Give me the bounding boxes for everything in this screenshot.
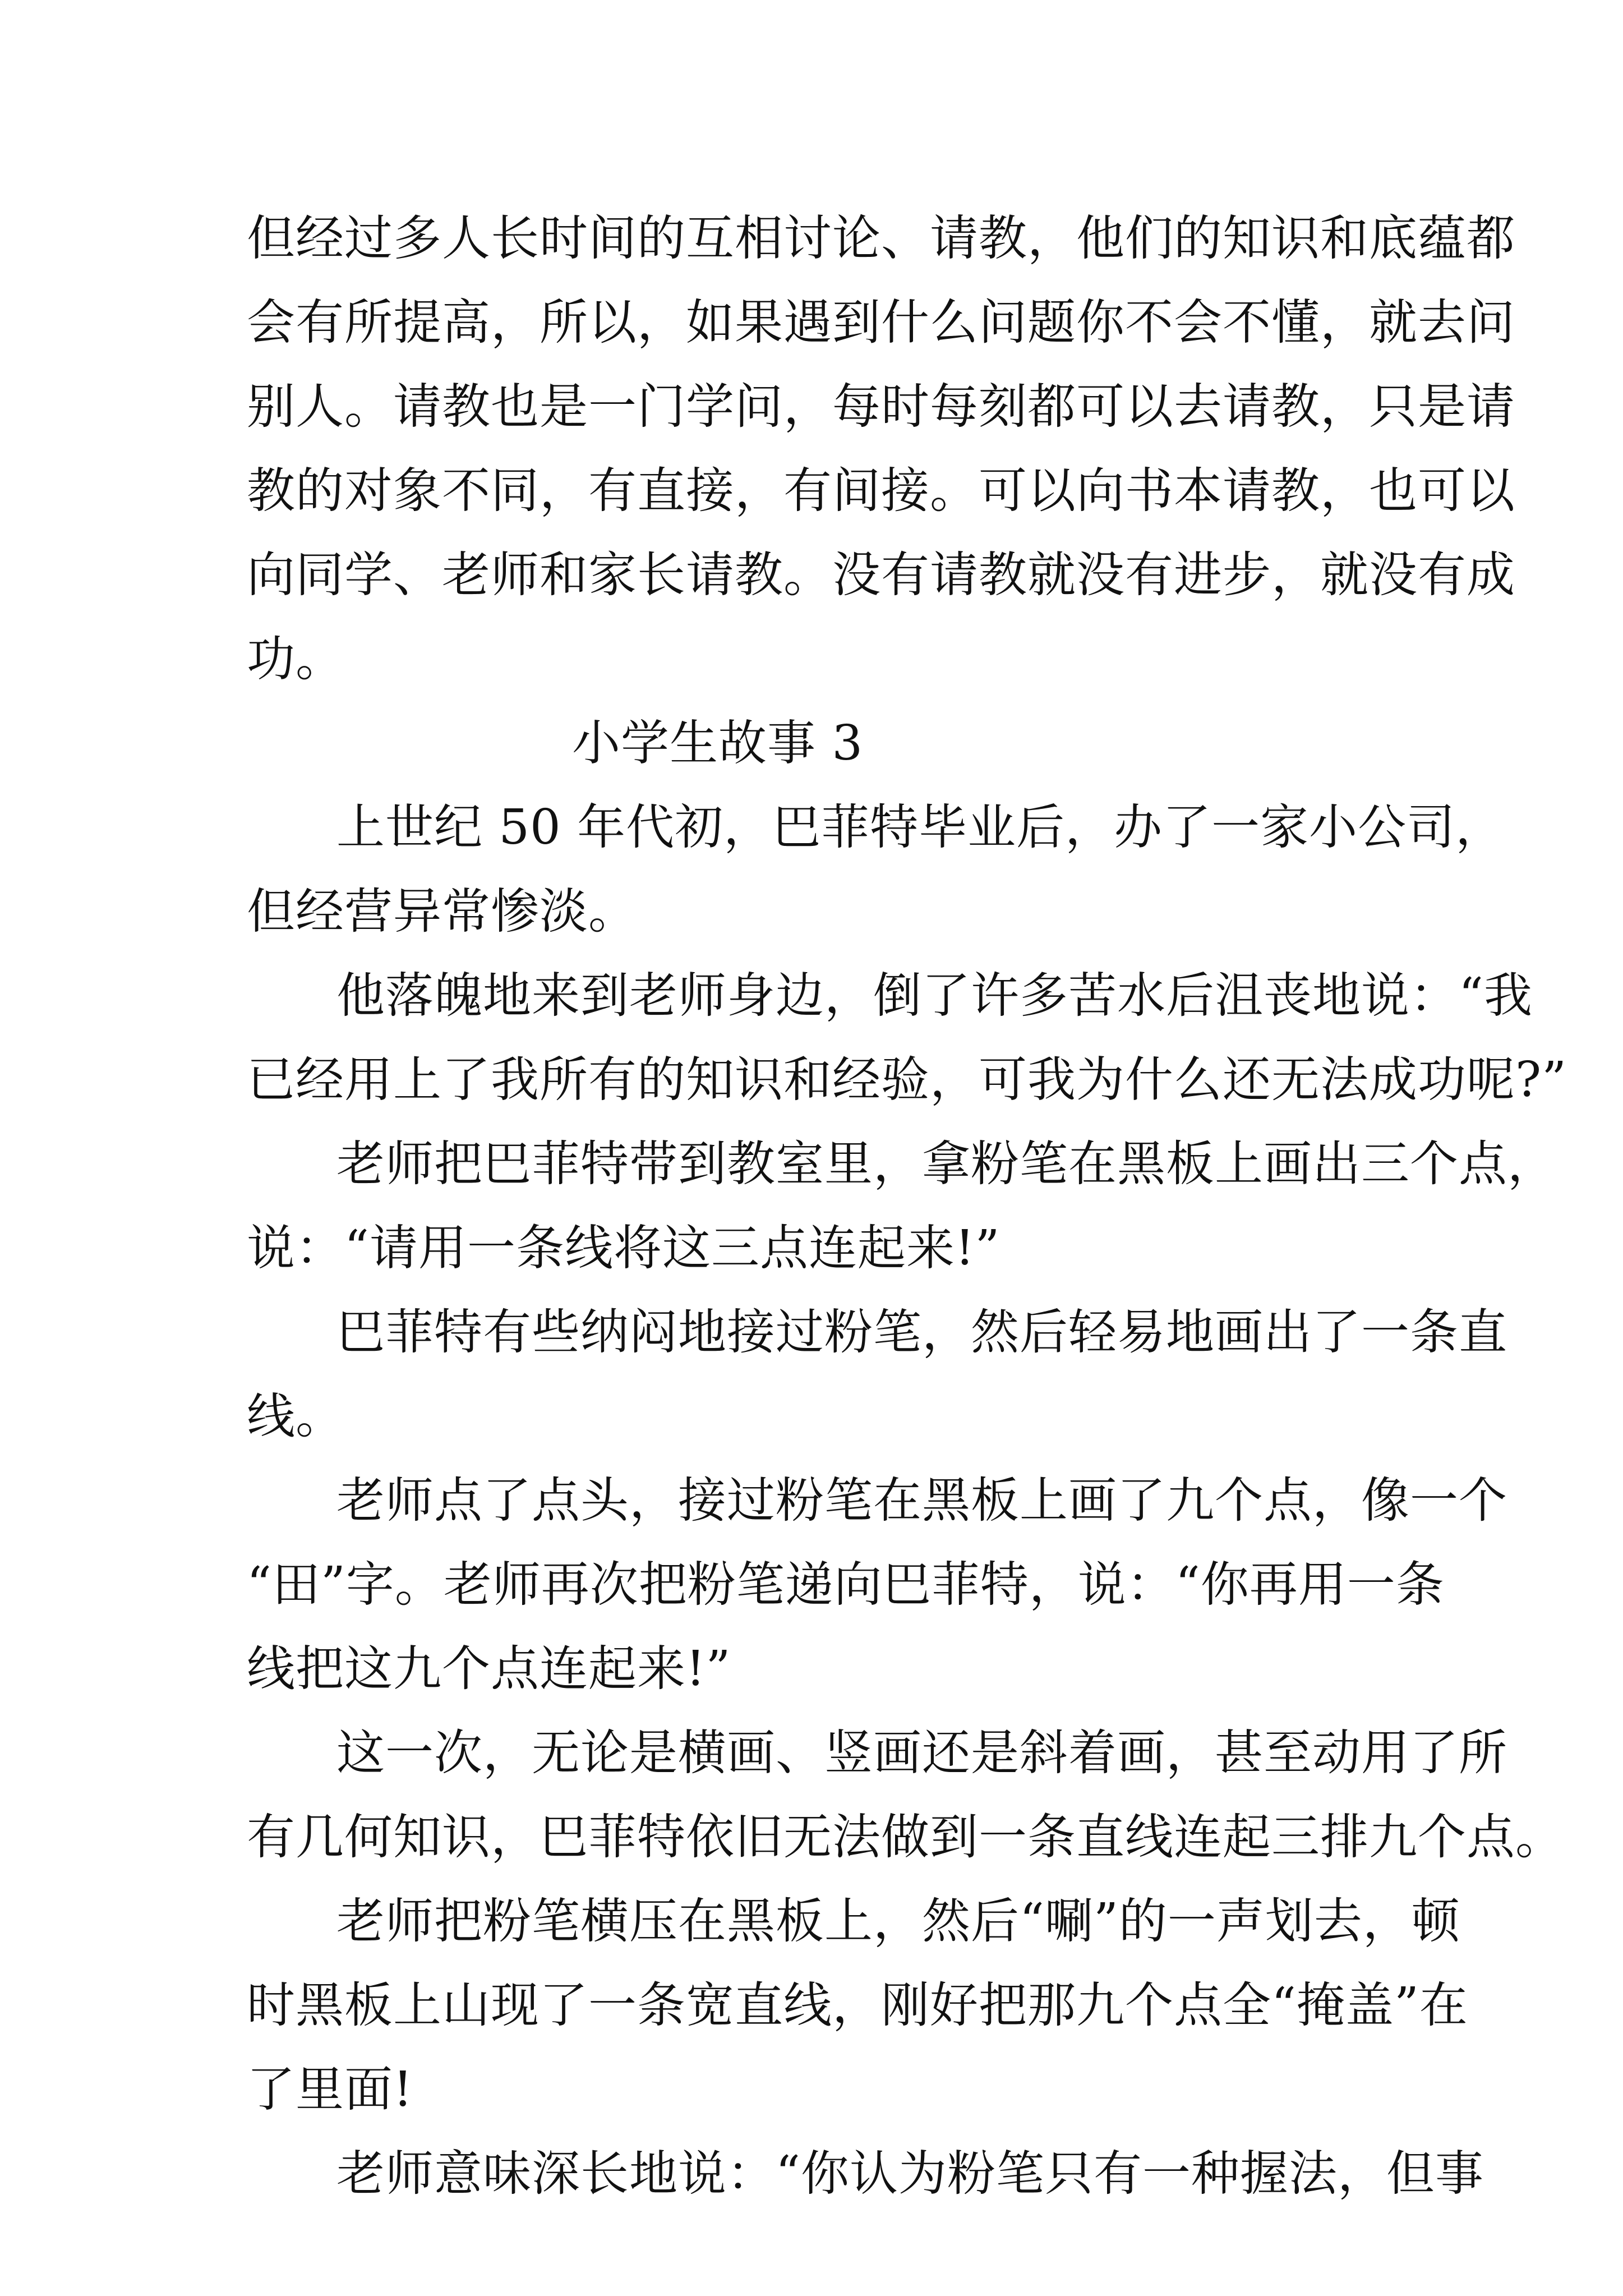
- text-line: 别人。请教也是一门学问，每时每刻都可以去请教，只是请: [247, 379, 1515, 435]
- text-line: 时黑板上山现了一条宽直线，刚好把那九个点全“掩盖”在: [247, 1977, 1468, 2033]
- text-line: “田”字。老师再次把粉笔递向巴菲特，说：“你再用一条: [247, 1557, 1445, 1613]
- text-line: 向同学、老师和家长请教。没有请教就没有进步，就没有成: [247, 547, 1515, 603]
- paragraph-first-line: 老师意味深长地说：“你认为粉笔只有一种握法，但事: [336, 2146, 1484, 2202]
- text-line: 有几何知识，巴菲特依旧无法做到一条直线连起三排九个点。: [247, 1809, 1564, 1865]
- paragraph-first-line: 他落魄地来到老师身边，倒了许多苦水后沮丧地说：“我: [336, 968, 1533, 1024]
- text-line: 但经过多人长时间的互相讨论、请教，他们的知识和底蕴都: [247, 210, 1515, 266]
- paragraph-first-line: 老师把巴菲特带到教室里，拿粉笔在黑板上画出三个点，: [336, 1136, 1556, 1192]
- text-line: 教的对象不同，有直接，有间接。可以向书本请教，也可以: [247, 463, 1515, 519]
- text-line: 了里面!: [247, 2062, 413, 2118]
- paragraph-first-line: 老师点了点头，接过粉笔在黑板上画了九个点，像一个: [336, 1473, 1507, 1529]
- text-line: 说：“请用一条线将这三点连起来!”: [247, 1220, 1000, 1276]
- section-title: 小学生故事 3: [572, 715, 864, 771]
- paragraph-first-line: 上世纪 50 年代初，巴菲特毕业后，办了一家小公司，: [336, 799, 1505, 855]
- paragraph-first-line: 老师把粉笔横压在黑板上，然后“唰”的一声划去，顿: [336, 1893, 1460, 1949]
- text-line: 线。: [247, 1388, 344, 1444]
- text-line: 会有所提高，所以，如果遇到什么问题你不会不懂，就去问: [247, 295, 1515, 351]
- text-line: 线把这九个点连起来!”: [247, 1641, 731, 1697]
- text-line: 功。: [247, 631, 344, 687]
- text-line: 但经营异常惨淡。: [247, 884, 637, 940]
- paragraph-first-line: 这一次，无论是横画、竖画还是斜着画，甚至动用了所: [336, 1725, 1507, 1781]
- paragraph-first-line: 巴菲特有些纳闷地接过粉笔，然后轻易地画出了一条直: [336, 1304, 1507, 1360]
- text-line: 已经用上了我所有的知识和经验，可我为什么还无法成功呢?”: [247, 1052, 1567, 1108]
